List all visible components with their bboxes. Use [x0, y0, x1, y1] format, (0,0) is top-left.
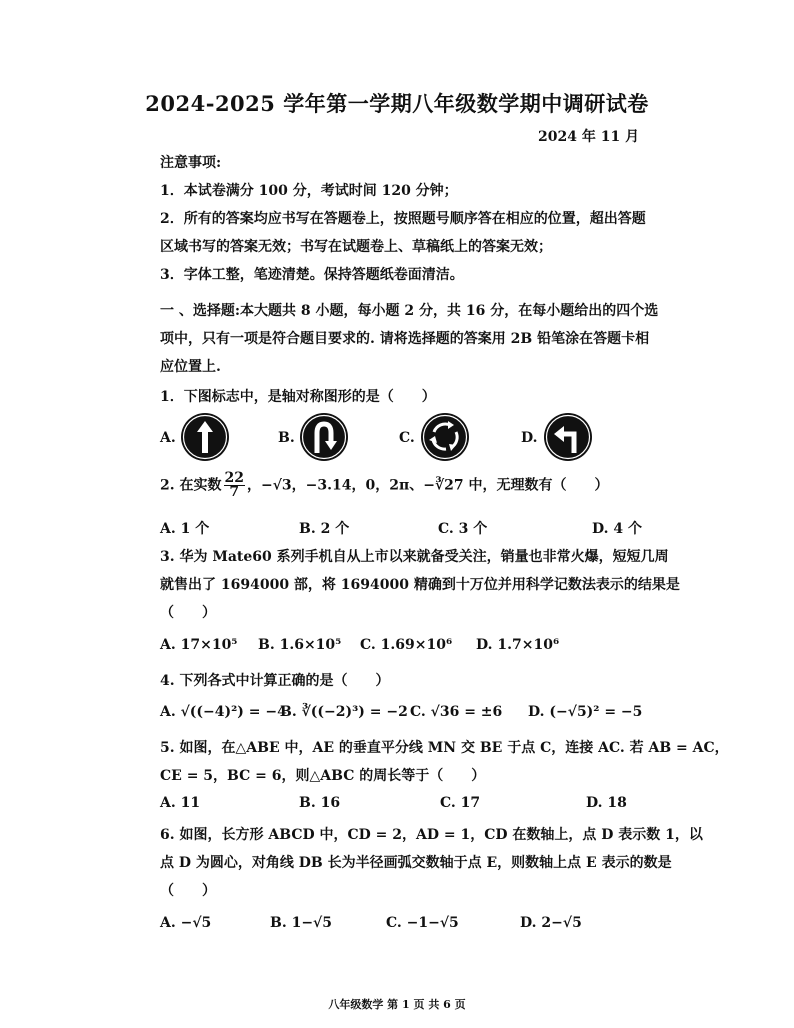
- q2-frac-num: 22: [224, 470, 244, 486]
- q6-option-d: D. 2−√5: [520, 915, 582, 931]
- page-footer: 八年级数学 第 1 页 共 6 页: [328, 998, 466, 1011]
- q2-fraction: [224, 472, 245, 499]
- notice-item-2a: 2．所有的答案均应书写在答题卷上，按照题号顺序答在相应的位置，超出答题: [160, 211, 646, 227]
- q6-option-b: B. 1−√5: [270, 915, 332, 931]
- q4-option-a: A. √((−4)²) = −4: [160, 704, 287, 720]
- q3-option-d: D. 1.7×10⁶: [476, 637, 560, 653]
- section1-line3: 应位置上.: [160, 359, 221, 375]
- q3-line3: （ ）: [160, 605, 216, 621]
- notice-item-1: 1．本试卷满分 100 分，考试时间 120 分钟；: [160, 183, 458, 199]
- q6-option-a: A. −√5: [160, 915, 212, 931]
- q5-option-d: D. 18: [586, 795, 627, 811]
- q5-line1: 5. 如图，在△ABE 中，AE 的垂直平分线 MN 交 BE 于点 C，连接 AC. 若 AB = AC，: [160, 740, 729, 756]
- notice-item-2b: 区域书写的答案无效；书写在试题卷上、草稿纸上的答案无效；: [160, 239, 552, 255]
- q2-option-c: C. 3 个: [438, 521, 488, 537]
- q2-rest: ，−√3，−3.14，0，2π、−∛27 中，无理数有（ ）: [246, 477, 609, 494]
- q2-option-b: B. 2 个: [299, 521, 350, 537]
- q6-line1: 6. 如图，长方形 ABCD 中，CD = 2，AD = 1，CD 在数轴上，点 D 表示数 1，以: [160, 827, 703, 843]
- turn-left-sign-icon: [543, 412, 593, 462]
- q4-option-c: C. √36 = ±6: [410, 704, 503, 720]
- notice-heading: 注意事项:: [160, 155, 222, 171]
- q3-option-c: C. 1.69×10⁶: [360, 637, 453, 653]
- roundabout-sign-icon: [420, 412, 470, 462]
- q6-line2: 点 D 为圆心，对角线 DB 长为半径画弧交数轴于点 E，则数轴上点 E 表示的数是: [160, 855, 672, 871]
- q4-stem: 4. 下列各式中计算正确的是（ ）: [160, 673, 390, 689]
- q1-label-d: D.: [521, 430, 538, 446]
- q5-option-b: B. 16: [299, 795, 341, 811]
- q5-option-a: A. 11: [160, 795, 201, 811]
- q2-stem: [160, 472, 609, 499]
- u-turn-sign-icon: [299, 412, 349, 462]
- q1-label-c: C.: [399, 430, 415, 446]
- straight-arrow-sign-icon: [180, 412, 230, 462]
- exam-title: 2024-2025 学年第一学期八年级数学期中调研试卷: [145, 91, 649, 116]
- section1-line1: 一 、选择题:本大题共 8 小题，每小题 2 分，共 16 分，在每小题给出的四个选: [160, 303, 659, 319]
- q2-prefix: 2. 在实数: [160, 477, 222, 494]
- q2-frac-den: 7: [229, 484, 240, 500]
- q2-option-a: A. 1 个: [160, 521, 210, 537]
- q3-line1: 3. 华为 Mate60 系列手机自从上市以来就备受关注，销量也非常火爆，短短几周: [160, 549, 669, 565]
- section1-line2: 项中，只有一项是符合题目要求的. 请将选择题的答案用 2B 铅笔涂在答题卡相: [160, 331, 650, 347]
- q4-option-b: B. ∛((−2)³) = −2: [280, 704, 408, 720]
- q3-option-b: B. 1.6×10⁵: [258, 637, 342, 653]
- notice-item-3: 3．字体工整，笔迹清楚。保持答题纸卷面清洁。: [160, 267, 464, 283]
- q4-option-d: D. (−√5)² = −5: [528, 704, 643, 720]
- q5-option-c: C. 17: [440, 795, 481, 811]
- q1-stem: 1．下图标志中，是轴对称图形的是（ ）: [160, 389, 436, 405]
- exam-date: 2024 年 11 月: [538, 129, 640, 145]
- q2-option-d: D. 4 个: [592, 521, 643, 537]
- q1-label-b: B.: [278, 430, 295, 446]
- q3-option-a: A. 17×10⁵: [160, 637, 238, 653]
- q6-line3: （ ）: [160, 883, 216, 899]
- q5-line2: CE = 5，BC = 6，则△ABC 的周长等于（ ）: [160, 768, 486, 784]
- q1-label-a: A.: [160, 430, 176, 446]
- q3-line2: 就售出了 1694000 部，将 1694000 精确到十万位并用科学记数法表示的结果是: [160, 577, 680, 593]
- q6-option-c: C. −1−√5: [386, 915, 459, 931]
